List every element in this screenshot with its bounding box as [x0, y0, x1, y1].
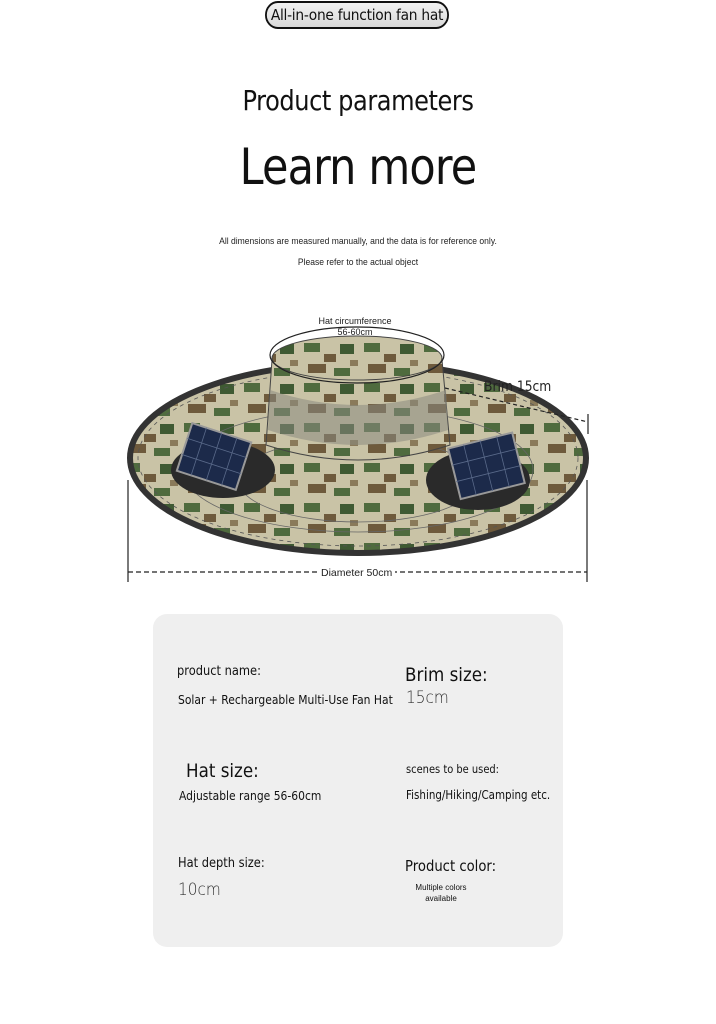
- product-name-key: product name:: [177, 664, 261, 679]
- brim-size-key: Brim size:: [405, 664, 488, 686]
- hat-depth-key: Hat depth size:: [178, 856, 265, 871]
- product-color-value: [411, 882, 471, 904]
- product-color-value-line1: Multiple colors: [415, 883, 467, 892]
- page-subtitle: Learn more: [239, 138, 477, 196]
- circumference-label-line2: 56-60cm: [337, 327, 373, 337]
- hat-drawing: [120, 300, 600, 600]
- product-color-key: Product color:: [405, 857, 497, 875]
- hat-size-value: Adjustable range 56-60cm: [179, 788, 322, 803]
- circumference-label: [300, 316, 410, 338]
- hat-illustration: [120, 300, 600, 600]
- circumference-label-line1: Hat circumference: [318, 316, 392, 326]
- diameter-label: Diameter 50cm: [318, 568, 395, 579]
- header-pill: All-in-one function fan hat: [265, 1, 449, 29]
- hat-size-key: Hat size:: [186, 760, 259, 782]
- brim-label: Brim 15cm: [484, 379, 552, 395]
- product-name-value: Solar + Rechargeable Multi-Use Fan Hat: [178, 692, 393, 707]
- brim-size-value: 15cm: [406, 688, 449, 708]
- hat-depth-value: 10cm: [178, 880, 221, 900]
- spec-card: [153, 614, 563, 947]
- scenes-value: Fishing/Hiking/Camping etc.: [406, 788, 551, 802]
- disclaimer-line-2: Please refer to the actual object: [297, 257, 419, 268]
- disclaimer-line-1: All dimensions are measured manually, and the data is for reference only.: [219, 236, 497, 247]
- product-color-value-line2: available: [425, 894, 457, 903]
- page-title: Product parameters: [242, 84, 474, 117]
- scenes-key: scenes to be used:: [406, 762, 500, 776]
